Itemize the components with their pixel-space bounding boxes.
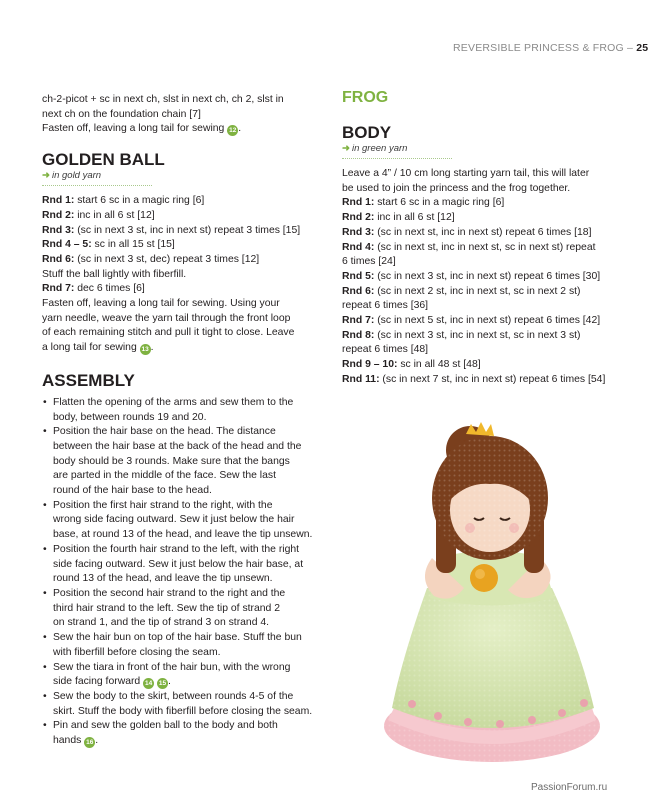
assembly-line: are parted in the middle of the face. Sew the last: [53, 470, 276, 482]
assembly-line: side facing forward: [53, 676, 141, 688]
round-text: inc in all 6 st [12]: [74, 209, 155, 221]
round-label: Rnd 9 – 10:: [342, 359, 398, 371]
arrow-icon: ➜: [342, 143, 350, 154]
assembly-line: base, at round 13 of the head, and leave the tip unsewn.: [53, 529, 313, 541]
round-line: [42, 194, 318, 209]
round-line: [342, 241, 632, 256]
round-line: [342, 226, 632, 241]
round-line: [342, 270, 632, 285]
round-text: start 6 sc in a magic ring [6]: [74, 195, 205, 207]
round-line: [342, 329, 632, 344]
step-badge: 12: [229, 127, 237, 135]
assembly-item: [42, 499, 318, 543]
round-text: sc in all 15 st [15]: [91, 239, 175, 251]
assembly-item: [42, 396, 318, 425]
round-continuation: repeat 6 times [36]: [342, 300, 429, 312]
assembly-line: round of the hair base to the head.: [53, 485, 212, 497]
step-badge: 14: [144, 680, 153, 688]
golden-ball-fasten-line: yarn needle, weave the yarn tail through the front loop: [42, 312, 291, 324]
round-label: Rnd 4:: [342, 241, 375, 253]
round-label: Rnd 11:: [342, 373, 380, 385]
round-text: (sc in next 5 st, inc in next st) repeat 6 times [42]: [374, 315, 601, 327]
assembly-item: [42, 587, 318, 631]
round-label: Rnd 5:: [342, 270, 375, 282]
frog-heading: FROG: [342, 89, 389, 106]
right-column: [342, 88, 632, 388]
header-section: REVERSIBLE PRINCESS & FROG: [453, 42, 624, 54]
assembly-line: body should be 3 rounds. Make sure that the bangs: [53, 455, 290, 467]
round-label: Rnd 3:: [42, 224, 75, 236]
intro-fasten-text: Fasten off, leaving a long tail for sewing: [42, 123, 225, 135]
assembly-item: [42, 690, 318, 719]
golden-ball-end: .: [150, 342, 154, 354]
round-text: (sc in next 3 st, dec) repeat 3 times [12]: [74, 253, 260, 265]
running-header: [453, 42, 648, 54]
body-intro-line: Leave a 4” / 10 cm long starting yarn tail, this will later: [342, 168, 590, 179]
round-label: Rnd 7:: [42, 283, 75, 295]
assembly-line: Position the first hair strand to the right, with the: [53, 499, 273, 511]
round-line: [42, 253, 318, 268]
assembly-line: Sew the hair bun on top of the hair base. Stuff the bun: [53, 632, 302, 644]
round-label: Rnd 8:: [342, 329, 375, 341]
watermark: PassionForum.ru: [531, 782, 608, 793]
round-continuation: repeat 6 times [48]: [342, 344, 429, 356]
round-text: dec 6 times [6]: [74, 283, 145, 295]
round-text: (sc in next st, inc in next st, sc in next st) repeat: [374, 241, 596, 253]
step-badge: 15: [158, 680, 167, 688]
assembly-item: [42, 631, 318, 660]
round-text: (sc in next 3 st, inc in next st) repeat 6 times [30]: [374, 270, 601, 282]
assembly-list: [42, 396, 318, 749]
round-line: [342, 314, 632, 329]
golden-ball-subtitle-text: in gold yarn: [51, 170, 102, 182]
golden-ball-rounds: [42, 194, 318, 297]
round-label: Rnd 1:: [42, 195, 75, 207]
round-line: [342, 373, 632, 388]
assembly-heading: ASSEMBLY: [42, 370, 135, 390]
assembly-line: Sew the body to the skirt, between rounds 4-5 of the: [53, 690, 294, 702]
assembly-line: hands: [53, 735, 82, 747]
assembly-item: [42, 661, 318, 690]
round-text: (sc in next 7 st, inc in next st) repeat 6 times [54]: [379, 373, 606, 385]
doll-photo: [372, 408, 642, 770]
page-number: 25: [636, 42, 649, 54]
golden-ball-heading: GOLDEN BALL: [42, 150, 165, 170]
intro-end: .: [238, 123, 242, 135]
round-label: Rnd 2:: [42, 209, 75, 221]
header-separator: –: [623, 42, 637, 54]
assembly-line: third hair strand to the left. Sew the tip of strand 2: [53, 602, 280, 614]
left-column: [42, 93, 318, 749]
round-line: [342, 358, 632, 373]
round-label: Rnd 6:: [42, 253, 75, 265]
round-label: Rnd 6:: [342, 285, 375, 297]
assembly-item: [42, 425, 318, 499]
assembly-line: body, between rounds 19 and 20.: [53, 411, 207, 423]
assembly-line: between the hair base at the back of the head and the: [53, 440, 302, 452]
assembly-line: Position the hair base on the head. The distance: [53, 426, 276, 438]
golden-ball-subtitle: [42, 170, 318, 182]
assembly-line: side facing outward. Sew it just below the hair base, at: [53, 558, 304, 570]
assembly-item: [42, 719, 318, 748]
assembly-line: wrong side facing outward. Sew it just below the hair: [53, 514, 295, 526]
assembly-line: Flatten the opening of the arms and sew them to the: [53, 396, 294, 408]
assembly-line: Position the second hair strand to the right and the: [53, 587, 286, 599]
crochet-doll-illustration: [372, 408, 642, 770]
assembly-line: Pin and sew the golden ball to the body and both: [53, 720, 278, 732]
golden-ball-fasten-last: [42, 341, 318, 356]
assembly-line: Position the fourth hair strand to the left, with the right: [53, 543, 300, 555]
round-label: Rnd 7:: [342, 315, 375, 327]
round-text: (sc in next 3 st, inc in next st, sc in next 3 st): [374, 329, 581, 341]
step-badge: 16: [86, 739, 94, 747]
golden-ball-fasten-line: of each remaining stitch and pull it tight to close. Leave: [42, 327, 295, 339]
body-heading: BODY: [342, 123, 392, 142]
round-text: (sc in next st, inc in next st) repeat 6 times [18]: [374, 226, 592, 238]
round-line: [342, 211, 632, 226]
body-subtitle-text: in green yarn: [351, 143, 408, 154]
golden-ball-fasten-line: Fasten off, leaving a long tail for sewing. Using your: [42, 298, 280, 310]
dotted-divider: [42, 185, 152, 186]
arrow-icon: ➜: [42, 170, 50, 182]
round-text: (sc in next 2 st, inc in next st, sc in next 2 st): [374, 285, 581, 297]
dotted-divider: [342, 158, 452, 159]
round-text: sc in all 48 st [48]: [397, 359, 481, 371]
golden-ball-fasten-last-text: a long tail for sewing: [42, 342, 137, 354]
assembly-line: Sew the tiara in front of the hair bun, with the wrong: [53, 661, 291, 673]
assembly-line: round 13 of the head, and leave the tip unsewn.: [53, 573, 273, 585]
intro-fasten: [42, 122, 318, 137]
round-text: (sc in next 3 st, inc in next st) repeat 3 times [15]: [74, 224, 301, 236]
round-line: [42, 268, 318, 283]
assembly-end: .: [95, 735, 99, 747]
round-label: Rnd 4 – 5:: [42, 239, 92, 251]
assembly-end: .: [168, 676, 171, 688]
round-line: [342, 285, 632, 300]
round-line: [42, 209, 318, 224]
assembly-line: with fiberfill before closing the seam.: [53, 646, 221, 658]
round-continuation: 6 times [24]: [342, 256, 396, 268]
round-line: [342, 196, 632, 211]
round-label: Rnd 3:: [342, 226, 375, 238]
assembly-line: on strand 1, and the tip of strand 3 on strand 4.: [53, 617, 270, 629]
round-line: [42, 282, 318, 297]
body-rounds: [342, 196, 632, 387]
round-text: inc in all 6 st [12]: [374, 212, 455, 224]
round-line: [42, 238, 318, 253]
round-text: Stuff the ball lightly with fiberfill.: [42, 268, 187, 280]
round-label: Rnd 2:: [342, 212, 375, 224]
round-text: start 6 sc in a magic ring [6]: [374, 197, 505, 209]
body-subtitle: [342, 143, 632, 155]
intro-line: next ch on the foundation chain [7]: [42, 108, 201, 120]
assembly-line: skirt. Stuff the body with fiberfill before closing the seam.: [53, 705, 313, 717]
body-intro-line: be used to join the princess and the frog together.: [342, 182, 571, 194]
round-label: Rnd 1:: [342, 197, 375, 209]
round-line: [42, 224, 318, 239]
step-badge: 13: [141, 346, 149, 354]
assembly-item: [42, 543, 318, 587]
intro-line: ch-2-picot + sc in next ch, slst in next ch, ch 2, slst in: [42, 94, 284, 105]
